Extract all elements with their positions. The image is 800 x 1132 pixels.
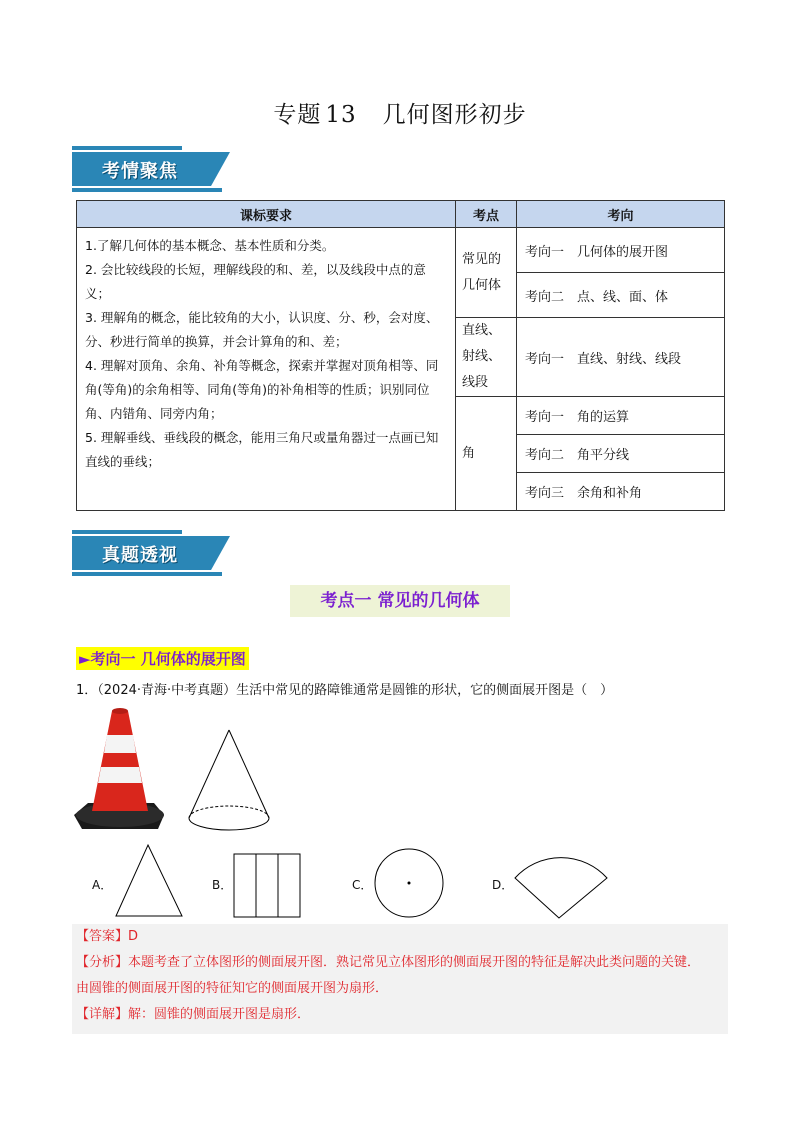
direction-cell: 考向二 点、线、面、体 [517, 273, 725, 318]
answer-box: 【答案】D 【分析】本题考查了立体图形的侧面展开图．熟记常见立体图形的侧面展开图的特征是解决此类问题的关键． 由圆锥的侧面展开图的特征知它的侧面展开图为扇形． 【详解】解：圆锥的侧面展开图是扇形． [72, 924, 728, 1034]
option-d-label: D． [492, 878, 514, 892]
direction-cell: 考向二 角平分线 [517, 435, 725, 473]
cone-drawing [185, 728, 275, 838]
option-c-label: C． [352, 878, 373, 892]
header-requirements: 课标要求 [77, 201, 456, 228]
option-c-circle[interactable] [372, 848, 448, 920]
section-banner-kaoqing: 考情聚焦 [72, 148, 230, 190]
direction-cell: 考向一 角的运算 [517, 397, 725, 435]
requirements-cell: 1.了解几何体的基本概念、基本性质和分类。 2. 会比较线段的长短，理解线段的和、差，以及线段中点的意义； 3. 理解角的概念，能比较角的大小，认识度、分、秒，会对度、分、秒进行简单的换算，并会计算角的和、差； 4. 理解对顶角、余角、补角等概念，探索并掌握对顶角相等、同角(等角)的余角相等、同角(等角)的补角相等的性质；识别同位角、内错角、同旁内角； 5. 理解垂线、垂线段的概念，能用三角尺或量角器过一点画已知直线的垂线； [77, 228, 456, 511]
kaoxiang-heading: ►考向一 几何体的展开图 [76, 647, 249, 670]
header-directions: 考向 [517, 201, 725, 228]
option-a-triangle[interactable] [115, 844, 185, 918]
direction-cell: 考向三 余角和补角 [517, 473, 725, 511]
question-text: 1．（2024·青海·中考真题）生活中常见的路障锥通常是圆锥的形状，它的侧面展开图是（ ） [76, 683, 614, 698]
page-title: 专题 13 几何图形初步 [273, 102, 527, 128]
point-cell: 角 [456, 397, 517, 511]
point-cell: 直线、射线、线段 [456, 318, 517, 397]
point-cell: 常见的几何体 [456, 228, 517, 318]
option-a-label: A． [92, 878, 113, 892]
direction-cell: 考向一 几何体的展开图 [517, 228, 725, 273]
header-points: 考点 [456, 201, 517, 228]
curriculum-table [76, 200, 725, 511]
option-b-label: B． [212, 878, 233, 892]
option-d-sector[interactable] [513, 850, 613, 920]
traffic-cone-image [70, 705, 170, 835]
kaodian-heading: 考点一 常见的几何体 [290, 585, 510, 617]
section-banner-zhenti: 真题透视 [72, 532, 230, 574]
option-b-rectangles[interactable] [233, 853, 303, 919]
direction-cell: 考向一 直线、射线、线段 [517, 318, 725, 397]
